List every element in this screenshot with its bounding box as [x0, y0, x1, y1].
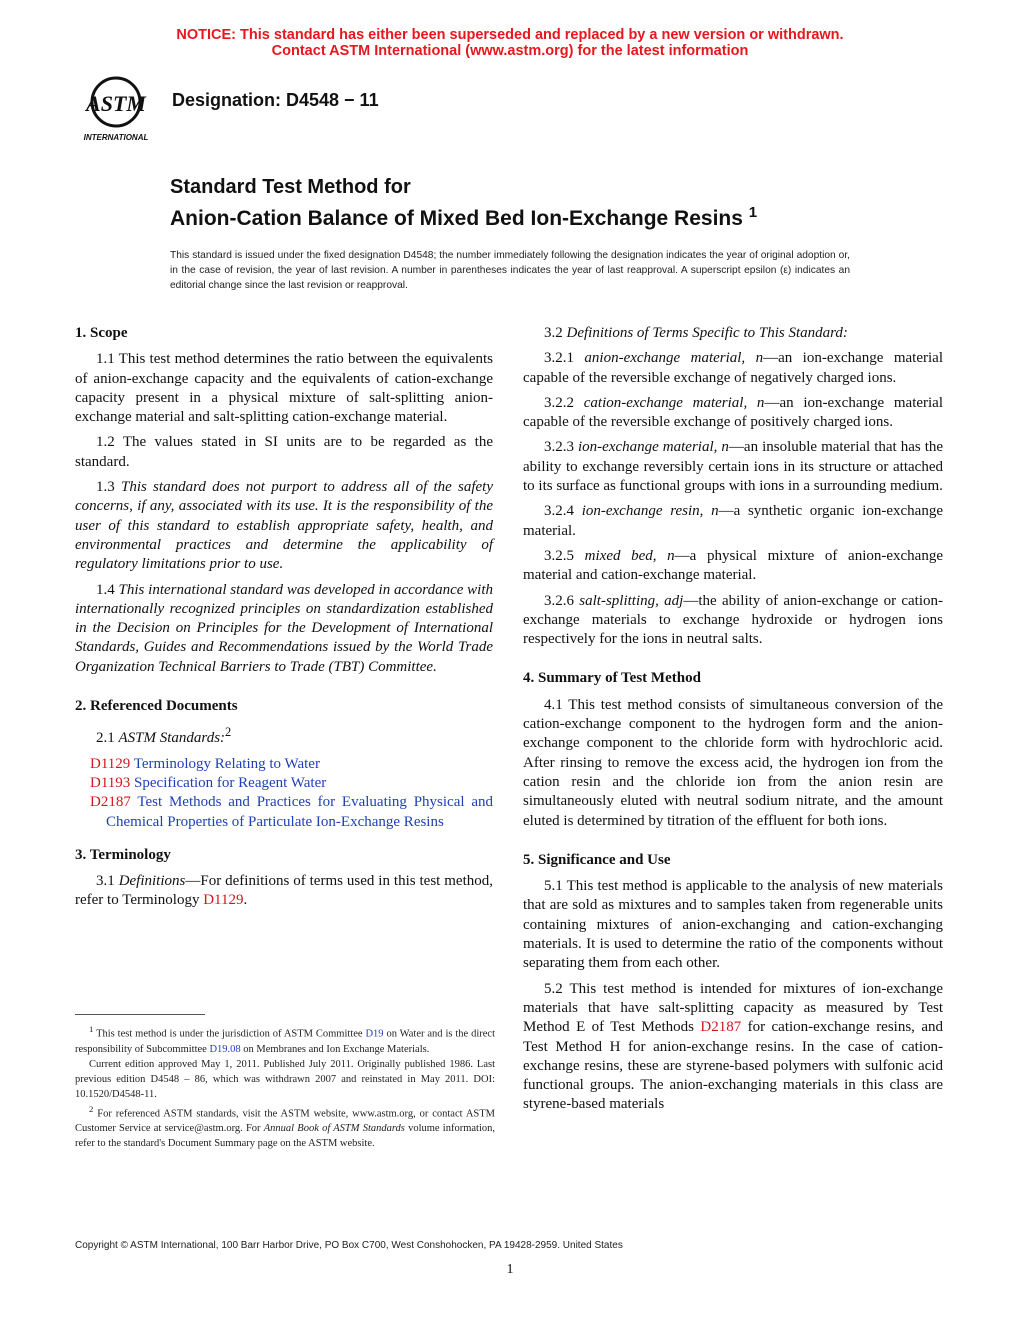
footnote-2	[75, 1102, 495, 1152]
summary-heading: 4. Summary of Test Method	[523, 670, 701, 687]
ref-item[interactable]	[75, 755, 493, 774]
significance-heading: 5. Significance and Use	[523, 851, 671, 868]
significance-5-2-a: 5.2 This test method is intended for mixtures of ion-exchange materials that have salt-splitting capacity as measured by Test Method E of Test Methods	[523, 980, 943, 1036]
significance-5-2	[523, 980, 943, 1115]
footnote-2-b: volume information, refer to the standard's Document Summary page on the ASTM website.	[75, 1123, 495, 1149]
footnote-link-d19-08[interactable]: D19.08	[209, 1043, 241, 1055]
scope-1-4-num: 1.4	[96, 581, 115, 598]
footnotes	[75, 1022, 495, 1151]
significance-5-2-b: for cation-exchange resins, and Test Method H for anion-exchange resins. In the case of cation-exchange resins, these are styrene-based polymers with sulfonic acid functional groups. The anion-exchanging materials in this class are styrene-based materials	[523, 1019, 943, 1113]
footnote-2-mark: 2	[89, 1103, 94, 1114]
definition	[523, 438, 943, 496]
scope-1-3	[75, 478, 493, 574]
referenced-2-1-sup: 2	[225, 725, 232, 740]
terminology-3-1-term: Definitions	[118, 873, 186, 890]
right-column	[523, 324, 943, 1121]
logo-subtext: INTERNATIONAL	[83, 133, 149, 142]
astm-logo-icon	[70, 74, 162, 144]
footnote-1-a: This test method is under the jurisdiction of ASTM Committee	[96, 1028, 363, 1040]
significance-link-d2187[interactable]: D2187	[700, 1019, 742, 1036]
definition-term: cation-exchange material, n	[583, 394, 765, 411]
definition-text: —an ion-exchange material capable of the reversible exchange of negatively charged ions.	[523, 350, 943, 386]
definition-text: —a physical mixture of anion-exchange material and cation-exchange material.	[523, 547, 943, 584]
definition-num: 3.2.5	[544, 547, 574, 564]
referenced-2-1-num: 2.1	[96, 730, 115, 747]
scope-1-4	[75, 581, 493, 677]
definition	[523, 592, 943, 650]
scope-1-4-text: This international standard was developed in accordance with internationally recognized principles on standardization established in the Decision on Principles for the Development of International Standards, Guides and Recommendations issued by the World Trade Organization Technical Barriers to Trade (TBT) Committee.	[75, 581, 493, 675]
referenced-2-1-text: ASTM Standards:	[118, 730, 226, 747]
referenced-heading: 2. Referenced Documents	[75, 698, 238, 715]
definition-num: 3.2.1	[544, 350, 574, 367]
definition-text: —an insoluble material that has the ability to exchange reversibly certain ions in its structure or attached to its surface as functional groups with ions in a surrounding medium.	[523, 439, 944, 495]
definition-num: 3.2.6	[544, 592, 574, 609]
title-line-1: Standard Test Method for	[170, 176, 411, 198]
definition-num: 3.2.3	[544, 439, 574, 456]
definition-term: ion-exchange resin, n	[581, 503, 719, 520]
terminology-3-1-text: —For definitions of terms used in this test method, refer to Terminology	[75, 873, 494, 909]
terminology-heading: 3. Terminology	[75, 846, 171, 863]
footnote-edition: Current edition approved May 1, 2011. Published July 2011. Originally published 1986. Last previous edition D4548 – 86, which was withdrawn 2007 and reinstated in May 2011. DOI: 10.1520/D4548-11.	[75, 1058, 495, 1100]
definition	[523, 547, 943, 586]
notice-line-1: NOTICE: This standard has either been superseded and replaced by a new version or withdrawn.	[176, 27, 844, 43]
page-number: 1	[506, 1262, 514, 1277]
left-column	[75, 324, 493, 917]
summary-4-1: 4.1 This test method consists of simultaneous conversion of the cation-exchange component to the hydrogen form and the anion-exchange component to the chloride form with hydrochloric acid. After rinsing to remove the excess acid, the hydrogen ion from the cation resin and the chloride ion from the anion resin are simultaneously eluted with neutral sodium nitrate, and the amount eluted is determined by titration of the effluent for both ions.	[523, 696, 943, 829]
scope-1-3-text: This standard does not purport to address all of the safety concerns, if any, associated with its use. It is the responsibility of the user of this standard to establish appropriate safety, health, and environmental practices and determine the applicability of regulatory limitations prior to use.	[75, 479, 494, 573]
astm-logo	[70, 74, 162, 144]
terminology-3-2-num: 3.2	[544, 325, 563, 341]
document-title	[170, 175, 870, 233]
definition-term: anion-exchange material, n	[584, 350, 764, 367]
terminology-3-2	[523, 324, 943, 343]
definition-term: salt-splitting, adj	[579, 592, 684, 609]
definition-term: mixed bed, n	[584, 547, 675, 564]
designation: Designation: D4548 − 11	[172, 90, 379, 110]
copyright: Copyright © ASTM International, 100 Barr Harbor Drive, PO Box C700, West Conshohocken, PA 19428-2959. United States	[75, 1240, 623, 1251]
scope-1-1: 1.1 This test method determines the ratio between the equivalents of anion-exchange capacity and the equivalents of cation-exchange capacity present in a physical mixture of salt-splitting anion-exchange material and salt-splitting cation-exchange material.	[75, 351, 493, 426]
ref-code[interactable]: D2187	[90, 794, 131, 811]
footnote-1-b: on Water and is the direct responsibility of Subcommittee	[75, 1028, 496, 1055]
significance-5-1: 5.1 This test method is applicable to the analysis of new materials that are sold as mixtures and to samples taken from regenerable units containing mixtures of anion-exchanging and cation-exchanging materials. It is used to determine the ratio of the components without separating them from each other.	[523, 878, 943, 972]
definition-text: —the ability of anion-exchange or cation-exchange materials to exchange hydroxide or hydrogen ions respectively for the ions in neutral salts.	[523, 592, 944, 648]
title-line-2	[170, 199, 870, 233]
ref-code[interactable]: D1129	[90, 755, 131, 772]
footnote-divider	[75, 1014, 205, 1015]
withdrawal-notice	[0, 27, 1020, 59]
definition	[523, 394, 943, 433]
scope-1-3-num: 1.3	[96, 479, 115, 496]
terminology-3-1-end: .	[243, 892, 248, 909]
footnote-2-italic: Annual Book of ASTM Standards	[263, 1123, 405, 1134]
footnote-link-d19[interactable]: D19	[365, 1028, 384, 1040]
ref-title[interactable]: Terminology Relating to Water	[133, 755, 320, 772]
definition	[523, 349, 943, 388]
definition-term: ion-exchange material, n	[578, 439, 729, 456]
definition-num: 3.2.2	[544, 394, 574, 411]
definition-num: 3.2.4	[544, 503, 574, 520]
ref-title[interactable]: Test Methods and Practices for Evaluating Physical and Chemical Properties of Particulate Ion-Exchange Resins	[106, 794, 493, 830]
scope-1-2: 1.2 The values stated in SI units are to be regarded as the standard.	[75, 434, 493, 470]
definition	[523, 502, 943, 541]
notice-line-2: Contact ASTM International (www.astm.org) for the latest information	[271, 43, 749, 59]
footnote-2-a: For referenced ASTM standards, visit the ASTM website, www.astm.org, or contact ASTM Customer Service at service@astm.org. For	[75, 1108, 495, 1134]
ref-code[interactable]: D1193	[90, 774, 131, 791]
logo-text: ASTM	[86, 91, 146, 116]
scope-heading: 1. Scope	[75, 325, 128, 341]
footnote-1	[75, 1022, 495, 1057]
issued-note: This standard is issued under the fixed designation D4548; the number immediately following the designation indicates the year of original adoption or, in the case of revision, the year of last revision. A number in parentheses indicates the year of last reapproval. A superscript epsilon (ε) indicates an editorial change since the last revision or reapproval.	[170, 250, 850, 291]
ref-item[interactable]	[75, 774, 493, 793]
title-main: Anion-Cation Balance of Mixed Bed Ion-Exchange Resins	[170, 207, 743, 230]
ref-item[interactable]	[75, 793, 493, 832]
title-footnote-mark: 1	[748, 204, 758, 221]
terminology-3-1	[75, 872, 493, 911]
ref-title[interactable]: Specification for Reagent Water	[134, 774, 327, 791]
footnote-1-c: on Membranes and Ion Exchange Materials.	[243, 1043, 430, 1055]
terminology-link-d1129[interactable]: D1129	[203, 892, 244, 909]
footnote-1-mark: 1	[89, 1024, 94, 1034]
terminology-3-2-text: Definitions of Terms Specific to This Standard:	[566, 325, 848, 341]
terminology-3-1-num: 3.1	[96, 873, 115, 890]
referenced-2-1	[75, 723, 493, 748]
definition-text: —an ion-exchange material capable of the reversible exchange of positively charged ions.	[523, 394, 944, 431]
definition-text: —a synthetic organic ion-exchange material.	[523, 503, 943, 539]
